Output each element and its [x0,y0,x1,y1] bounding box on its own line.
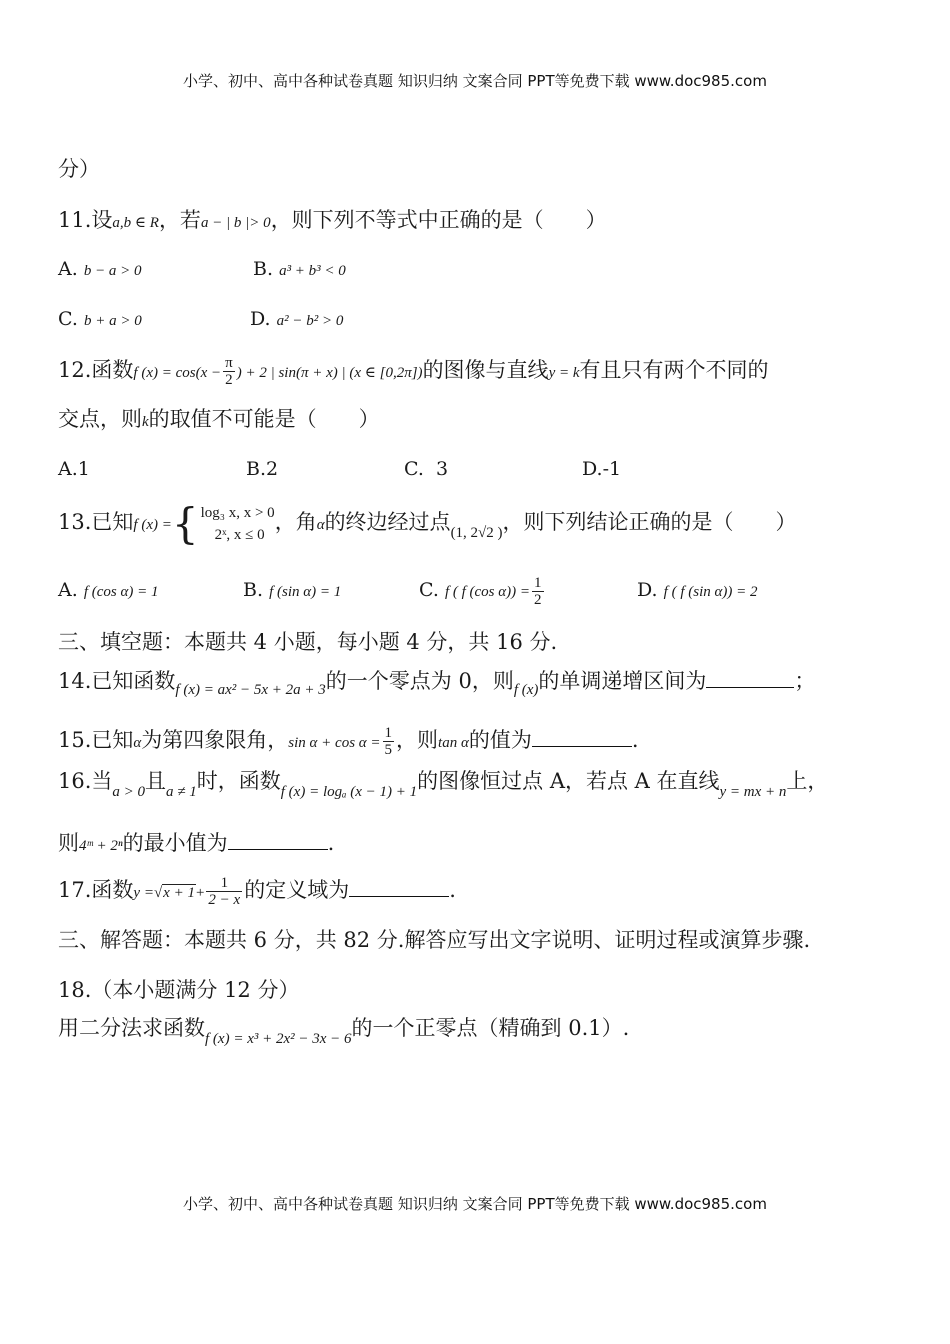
fraction-numerator: 1 [384,725,393,741]
q11-if: ，若 [158,208,201,232]
q15-tail: . [631,728,639,752]
option-expr: f ( f (sin α)) = 2 [663,584,758,600]
q16-expression: 4ᵐ + 2ⁿ [79,838,123,854]
option-expr: f (sin α) = 1 [269,584,342,600]
q16-answer-blank[interactable] [228,827,328,850]
q17-plus: + [195,885,205,901]
q12-number: 12.函数 [58,358,134,382]
q16-text: 的图像恒过点 A，若点 A 在直线 [417,769,720,793]
left-brace-icon: { [171,498,199,548]
previous-question-tail: 分） [58,157,100,181]
q14-tail: ； [794,669,816,693]
option-label: B. [253,258,274,280]
fraction-denominator: 5 [384,742,393,758]
q13-option-b [243,576,341,606]
option-label: C. [404,458,424,480]
option-expr: 2 [266,458,279,480]
question-18-title: 18.（本小题满分 12 分） [58,978,300,1002]
q15-expression: sin α + cos α = [288,735,381,751]
q13-text: 的终边经过点 [324,510,451,534]
fraction-denominator: 2 [225,372,233,388]
q13-option-d [637,576,757,606]
q15-stem: 的值为 [468,728,532,752]
q12-option-d [582,455,621,483]
q18-function: f (x) = x³ + 2x² − 3x − 6 [205,1031,352,1047]
q11-number: 11.设 [58,208,113,232]
q13-number: 13.已知 [58,510,134,534]
question-18 [58,1013,910,1054]
q17-answer-blank[interactable] [349,874,449,897]
option-label: B. [246,458,267,480]
question-16-line-2 [58,827,910,861]
option-label: A. [58,458,78,480]
q14-number: 14.已知函数 [58,669,176,693]
q16-function: f (x) = logₐ (x − 1) + 1 [280,784,418,800]
q12-stem: 有且只有两个不同的 [579,358,769,382]
q12-function-a: f (x) = cos(x − [133,365,222,381]
fraction-numerator: π [225,355,233,371]
q13-alpha: α [316,517,325,533]
q17-tail: . [449,878,456,902]
sqrt-icon: √ [153,885,163,901]
option-label: B. [243,579,264,601]
option-label: C. [58,308,78,330]
q13-text: ，角 [274,510,317,534]
q12-text: 的取值不可能是（ ） [148,407,380,431]
q15-text: 为第四象限角， [141,728,289,752]
q13-stem: ，则下列结论正确的是（ ） [502,510,797,534]
q13-case-2: 2ˣ, x ≤ 0 [214,526,265,543]
page-footer: 小学、初中、高中各种试卷真题 知识归纳 文案合同 PPT等免费下载 www.doc985.com [183,1195,767,1213]
option-expr: 1 [77,458,90,480]
fraction-one-half [532,575,544,608]
option-label: D. [637,579,658,601]
option-label: D. [250,308,271,330]
q13-function: f (x) = [133,517,172,533]
option-expr: a² − b² > 0 [276,313,344,329]
q11-stem: ，则下列不等式中正确的是（ ） [270,208,607,232]
q11-option-a [58,255,142,285]
option-expr: b − a > 0 [83,263,142,279]
question-16 [58,766,910,807]
question-11 [58,205,910,238]
q13-case-1: log₃ x, x > 0 [200,504,275,521]
q15-alpha: α [133,735,142,751]
q11-option-d [250,305,343,335]
q18-text: 用二分法求函数 [58,1016,205,1040]
option-expr: f (cos α) = 1 [83,584,159,600]
fraction-one-fifth [383,725,395,758]
q12-option-c [404,455,448,483]
q12-k: k [142,414,149,430]
q12-mid: 的图像与直线 [422,358,549,382]
option-expr: 3 [423,458,449,480]
option-label: A. [58,258,78,280]
q14-stem: 的单调递增区间为 [538,669,707,693]
q16-text: 时，函数 [196,769,281,793]
q12-option-b [246,455,278,483]
fraction-numerator: 1 [534,574,542,591]
q12-pi-over-2 [223,355,235,388]
q16-stem: 的最小值为 [122,831,228,855]
q14-function: f (x) = ax² − 5x + 2a + 3 [175,682,326,698]
question-12-line-2 [58,404,910,437]
page-header: 小学、初中、高中各种试卷真题 知识归纳 文案合同 PPT等免费下载 www.doc985.com [183,72,767,90]
fraction-denominator: 2 − x [208,892,241,908]
question-14 [58,665,910,705]
q12-function-b: ) + 2 | sin(π + x) | (x ∈ [0,2π]) [236,365,423,381]
q13-option-a [58,576,158,606]
q12-text: 交点，则 [58,407,142,431]
q15-tan: tan α [438,735,469,751]
q17-radicand: x + 1 [163,885,195,901]
q16-condition-1: a > 0 [112,784,146,800]
q14-fx: f (x) [513,682,539,698]
q15-number: 15.已知 [58,728,134,752]
q16-text: 则 [58,831,79,855]
option-label: C. [419,579,439,601]
q11-condition: a − | b |> 0 [200,215,271,231]
option-expr: f ( f (cos α)) = [444,584,531,600]
q15-answer-blank[interactable] [532,724,632,747]
q17-number: 17.函数 [58,878,134,902]
question-15 [58,722,910,761]
q13-option-c [419,568,546,614]
fraction-numerator: 1 [206,875,242,892]
question-12 [58,352,910,391]
option-expr: -1 [602,458,622,480]
q16-text: 上， [786,769,829,793]
q11-domain: a,b ∈ R [112,215,159,231]
q15-text: ，则 [396,728,439,752]
question-17 [58,872,910,911]
option-label: D. [582,458,603,480]
q12-option-a [58,455,90,483]
option-expr: b + a > 0 [83,313,142,329]
q12-line: y = k [548,365,580,381]
q18-stem: 的一个正零点（精确到 0.1）. [351,1016,630,1040]
q11-option-b [253,255,346,285]
section-fill-in-header: 三、填空题：本题共 4 小题，每小题 4 分，共 16 分. [58,630,558,654]
option-expr: a³ + b³ < 0 [279,263,346,279]
fraction-denominator: 2 [534,591,542,608]
q16-text: 且 [145,769,167,793]
q17-stem: 的定义域为 [244,878,350,902]
question-13 [58,498,910,557]
q16-line: y = mx + n [719,784,787,800]
q17-y: y = [133,885,154,901]
q16-number: 16.当 [58,769,113,793]
q11-option-c [58,305,142,335]
option-label: A. [58,579,78,601]
q17-fraction [206,875,242,908]
q13-point: (1, 2√2 ) [450,525,503,541]
q16-condition-2: a ≠ 1 [166,784,197,800]
q13-piecewise [201,502,275,546]
q16-tail: . [327,831,335,855]
q14-answer-blank[interactable] [706,665,794,688]
q14-text: 的一个零点为 0，则 [325,669,514,693]
section-solve-header: 三、解答题：本题共 6 分，共 82 分.解答应写出文字说明、证明过程或演算步骤. [58,928,811,952]
